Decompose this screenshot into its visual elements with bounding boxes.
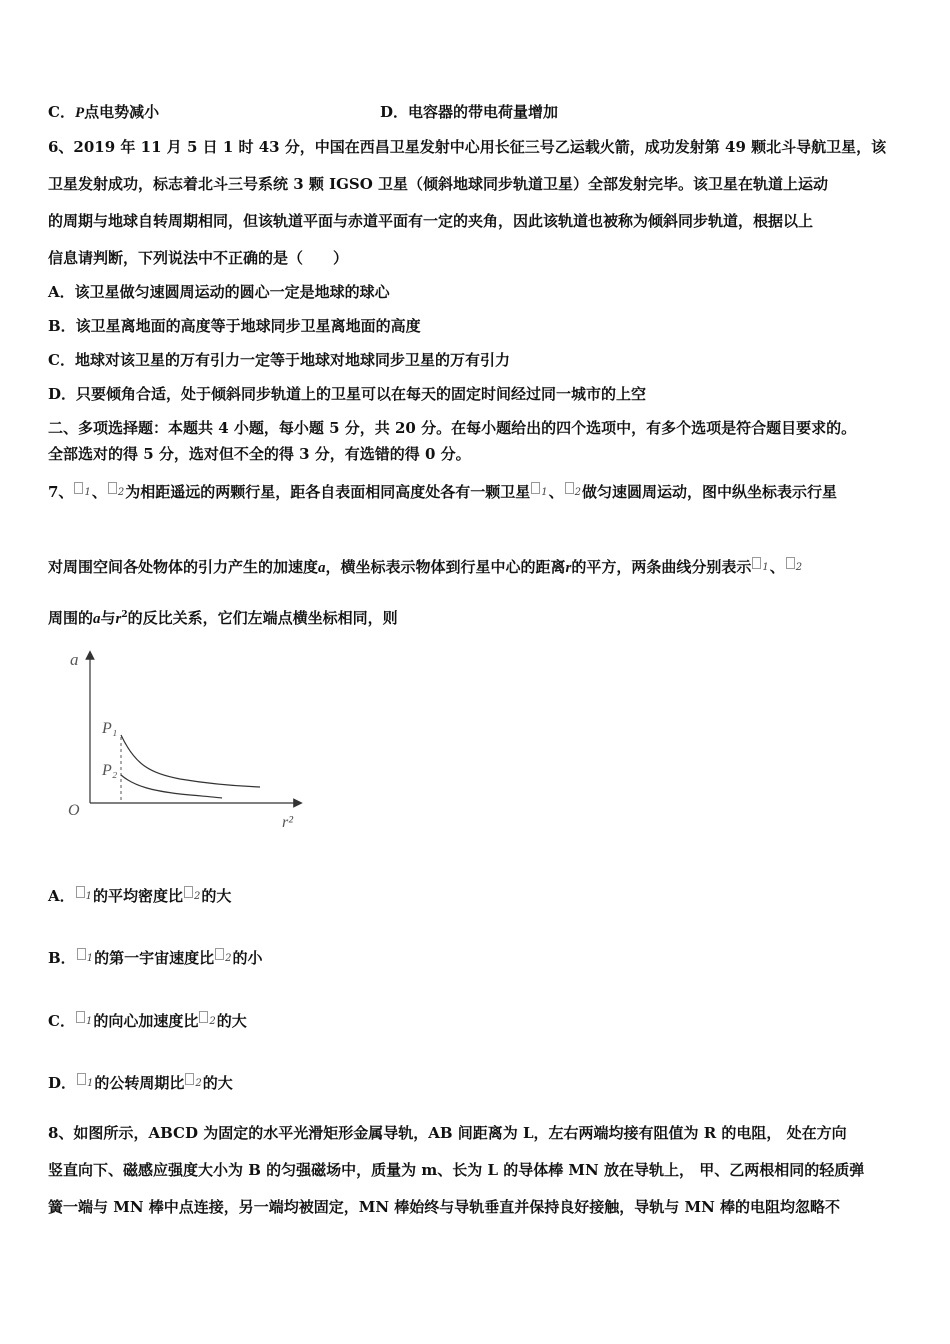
- q5-option-c: C．P点电势减小: [48, 103, 160, 121]
- section2-line-1: 二、多项选择题：本题共 4 小题，每小题 5 分，共 20 分。在每小题给出的四个选项中，有多个选项是符合题目要求的。: [48, 419, 857, 437]
- planet-p2-image: [215, 948, 224, 960]
- q6-line-2: 卫星发射成功，标志着北斗三号系统 3 颗 IGSO 卫星（倾斜地球同步轨道卫星）全部发射完毕。该卫星在轨道上运动: [48, 175, 829, 193]
- q6-line-3: 的周期与地球自转周期相同，但该轨道平面与赤道平面有一定的夹角，因此该轨道也被称为倾斜同步轨道，根据以上: [48, 212, 814, 230]
- origin-label: O: [68, 802, 80, 819]
- section2-line-2: 全部选对的得 5 分，选对但不全的得 3 分，有选错的得 0 分。: [48, 445, 471, 463]
- satellite-s1-image: [76, 1011, 85, 1023]
- q6-option-d: D．只要倾角合适，处于倾斜同步轨道上的卫星可以在每天的固定时间经过同一城市的上空: [48, 385, 647, 403]
- q6-option-c: C．地球对该卫星的万有引力一定等于地球对地球同步卫星的万有引力: [48, 351, 510, 369]
- planet-p1-image: [77, 948, 86, 960]
- satellite-s2-image: [199, 1011, 208, 1023]
- q6-option-a: A．该卫星做匀速圆周运动的圆心一定是地球的球心: [48, 283, 390, 301]
- planet-p1-image: [74, 482, 83, 494]
- p2-label: P₂: [102, 762, 118, 779]
- q8-line-1: 8、如图所示，ABCD 为固定的水平光滑矩形金属导轨，AB 间距离为 L，左右两端均接有阻值为 R 的电阻， 处在方向: [48, 1124, 847, 1142]
- q7-option-b: B． $^1$的第一宇宙速度比 $^2$的小: [48, 949, 263, 967]
- planet-p2-image: [184, 886, 193, 898]
- satellite-s2-image: [185, 1073, 194, 1085]
- q7-option-a: A． $^1$的平均密度比 $^2$的大: [48, 887, 232, 905]
- q5-option-d: D．电容器的带电荷量增加: [380, 103, 559, 121]
- satellite-s2-image: [565, 482, 574, 494]
- q6-option-b: B．该卫星离地面的高度等于地球同步卫星离地面的高度: [48, 317, 421, 335]
- curve-p1: [121, 735, 260, 787]
- p1-label: P₁: [102, 720, 118, 737]
- q7-line-1: 7、 $^1$、 $^2$为相距遥远的两颗行星，距各自表面相同高度处各有一颗卫星 $^1$、 $^2$做匀速圆周运动，图中纵坐标表示行星: [48, 483, 837, 501]
- q7-line-3: 周围的a与$r^2$的反比关系，它们左端点横坐标相同，则: [48, 609, 398, 627]
- q8-line-2: 竖直向下、磁感应强度大小为 B 的匀强磁场中，质量为 m、长为 L 的导体棒 MN 放在导轨上， 甲、乙两根相同的轻质弹: [48, 1161, 865, 1179]
- q7-option-d: D． $^1$的公转周期比 $^2$的大: [48, 1074, 233, 1092]
- q8-line-3: 簧一端与 MN 棒中点连接，另一端均被固定，MN 棒始终与导轨垂直并保持良好接触，导轨与 MN 棒的电阻均忽略不: [48, 1198, 841, 1216]
- q7-line-2: 对周围空间各处物体的引力产生的加速度a，横坐标表示物体到行星中心的距离r的平方，两条曲线分别表示 $^1$、 $^2$: [48, 558, 803, 576]
- planet-p1-image: [76, 886, 85, 898]
- q7-option-c: C． $^1$的向心加速度比 $^2$的大: [48, 1012, 247, 1030]
- planet-p2-image: [108, 482, 117, 494]
- x-axis-label: r²: [282, 814, 294, 831]
- q6-line-4: 信息请判断，下列说法中不正确的是（ ）: [48, 249, 349, 267]
- planet-p1-image: [752, 557, 761, 569]
- q6-line-1: 6、2019 年 11 月 5 日 1 时 43 分，中国在西昌卫星发射中心用长征三号乙运载火箭，成功发射第 49 颗北斗导航卫星，该: [48, 138, 887, 156]
- var-p: P: [74, 105, 85, 121]
- planet-p2-image: [786, 557, 795, 569]
- curve-p2: [121, 775, 222, 798]
- y-axis-label: a: [70, 650, 79, 669]
- satellite-s1-image: [531, 482, 540, 494]
- satellite-s1-image: [77, 1073, 86, 1085]
- q7-graph: [60, 645, 320, 835]
